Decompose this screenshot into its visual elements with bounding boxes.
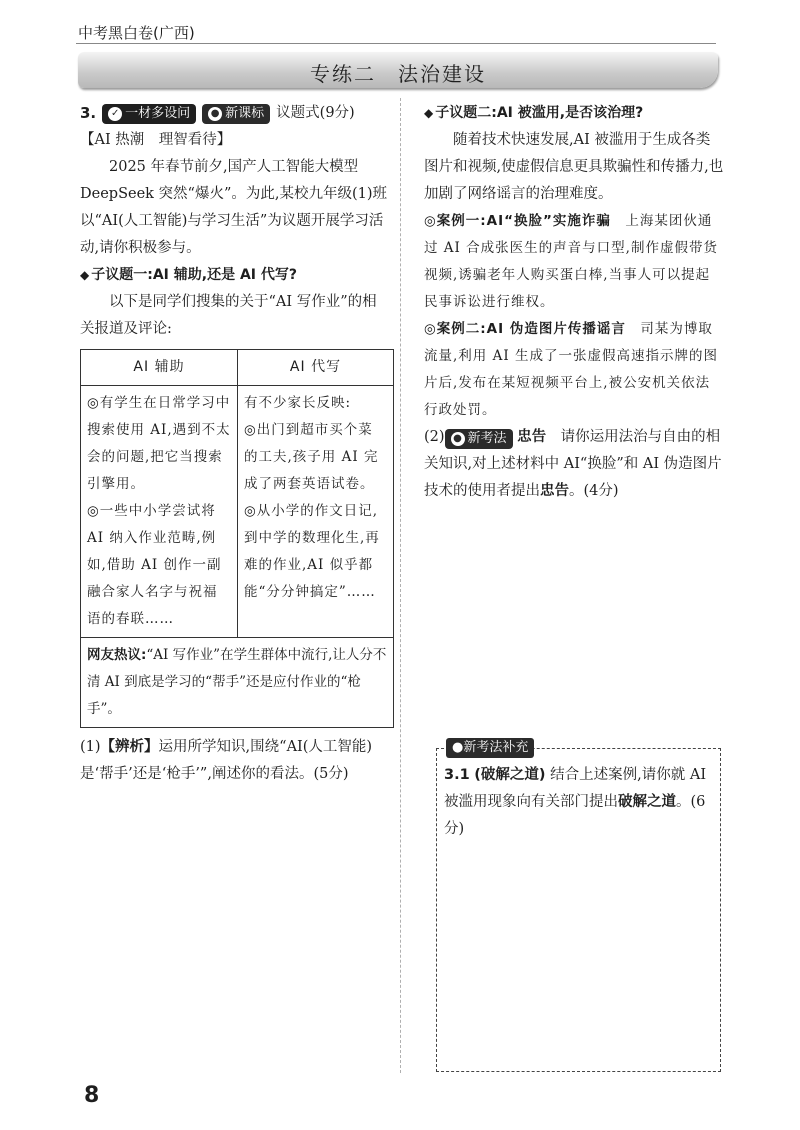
q1-prefix: (1) [80, 739, 101, 755]
right-column [424, 100, 724, 505]
curriculum-tag-label: 新课标 [225, 105, 265, 121]
check-icon: ✓ [108, 107, 122, 121]
section-label: 【AI 热潮 理智看待】 [80, 132, 232, 148]
page-number: 8 [84, 1083, 100, 1108]
q2-label: 忠告 [517, 429, 547, 445]
sub-topic-2 [424, 100, 724, 127]
diamond-icon: ◆ [424, 106, 434, 120]
table-body-row [81, 386, 393, 637]
table-header-assist: AI 辅助 [81, 350, 237, 386]
bulb-icon: ● [452, 740, 464, 755]
material-tag-label: 一材多设问 [125, 105, 191, 121]
supp-text-b: 。(6分) [444, 794, 706, 837]
q2-text-a: 请你运用法治与自由的相关知识,对上述材料中 AI“换脸”和 AI 伪造图片技术的使用者提出 [424, 429, 722, 499]
question-type: 议题式(9分) [276, 105, 355, 121]
title-banner [78, 52, 718, 88]
bulb-icon: ● [208, 107, 222, 121]
netizen-label: 网友热议: [87, 647, 147, 663]
sub-topic-2-intro: 随着技术快速发展,AI 被滥用于生成各类图片和视频,使虚假信息更具欺骗性和传播力,也加剧了网络谣言的治理难度。 [424, 132, 724, 202]
case-2-text: 司某为博取流量,利用 AI 生成了一张虚假高速指示牌的图片后,发布在某短视频平台上,被公安机关依法行政处罚。 [424, 321, 718, 418]
case-1-label: ◎案例一:AI“换脸”实施诈骗 [424, 213, 611, 229]
question-2 [424, 424, 724, 505]
left-column [80, 100, 390, 788]
book-title: 中考黑白卷(广西) [78, 24, 195, 42]
supplement-tag-label: 新考法补充 [463, 740, 529, 755]
ghostwrite-item: ◎从小学的作文日记,到中学的数理化生,再难的作业,AI 似乎都能“分分钟搞定”…… [244, 503, 380, 600]
supp-label: (破解之道) [474, 767, 546, 783]
question-1 [80, 734, 390, 788]
report-table [80, 349, 394, 728]
diamond-icon: ◆ [80, 268, 90, 282]
case-2-label: ◎案例二:AI 伪造图片传播谣言 [424, 321, 626, 337]
table-header-row [81, 350, 393, 386]
ghostwrite-intro: 有不少家长反映: [244, 395, 352, 411]
supp-number: 3.1 [444, 767, 470, 783]
column-divider [400, 98, 401, 1073]
q2-text-b: 。(4分) [569, 483, 619, 499]
case-2 [424, 316, 724, 424]
supplement-question [444, 762, 714, 843]
curriculum-tag [202, 104, 270, 124]
intro-paragraph: 2025 年春节前夕,国产人工智能大模型 DeepSeek 突然“爆火”。为此,某校九年级(1)班以“AI(人工智能)与学习生活”为议题开展学习活动,请你积极参与。 [80, 159, 388, 256]
sub-topic-2-title: 子议题二:AI 被滥用,是否该治理? [435, 105, 644, 121]
q1-label: 【辨析】 [100, 739, 159, 755]
sub-topic-1 [80, 262, 390, 289]
ghostwrite-item: ◎出门到超市买个菜的工夫,孩子用 AI 完成了两套英语试卷。 [244, 422, 379, 492]
q1-text: 运用所学知识,围绕“AI(人工智能)是‘帮手’还是‘枪手’”,阐述你的看法。(5分) [80, 739, 373, 782]
supplement-tag [446, 738, 534, 758]
assist-item: ◎一些中小学尝试将 AI 纳入作业范畴,例如,借助 AI 创作一副融合家人名字与祝福语的春联…… [87, 503, 222, 627]
new-method-tag [445, 429, 513, 449]
question-header [80, 100, 390, 127]
supp-text-a: 结合上述案例,请你就 AI 被滥用现象向有关部门提出 [444, 767, 707, 810]
assist-column [81, 386, 237, 637]
q2-prefix: (2) [424, 429, 445, 445]
page-title: 专练二 法治建设 [310, 62, 486, 86]
sub-topic-1-title: 子议题一:AI 辅助,还是 AI 代写? [91, 267, 297, 283]
q2-bold: 忠告 [540, 483, 569, 499]
table-header-ghostwrite: AI 代写 [237, 350, 393, 386]
assist-item: ◎有学生在日常学习中搜索使用 AI,遇到不太会的问题,把它当搜索引擎用。 [87, 395, 231, 492]
netizen-text: “AI 写作业”在学生群体中流行,让人分不清 AI 到底是学习的“帮手”还是应付作业的“枪手”。 [87, 647, 387, 717]
new-method-tag-label: 新考法 [467, 431, 507, 446]
case-1-text: 上海某团伙通过 AI 合成张医生的声音与口型,制作虚假带货视频,诱骗老年人购买蛋白棒,当事人可以提起民事诉讼进行维权。 [424, 213, 718, 310]
case-1 [424, 208, 724, 316]
ghostwrite-column [237, 386, 393, 637]
sub-topic-1-intro: 以下是同学们搜集的关于“AI 写作业”的相关报道及评论: [80, 294, 377, 337]
table-footer [81, 637, 393, 727]
header-divider [76, 43, 716, 44]
bulb-icon: ● [451, 432, 465, 446]
material-tag [102, 104, 196, 124]
supp-bold: 破解之道 [618, 794, 676, 810]
question-number: 3. [80, 104, 97, 122]
